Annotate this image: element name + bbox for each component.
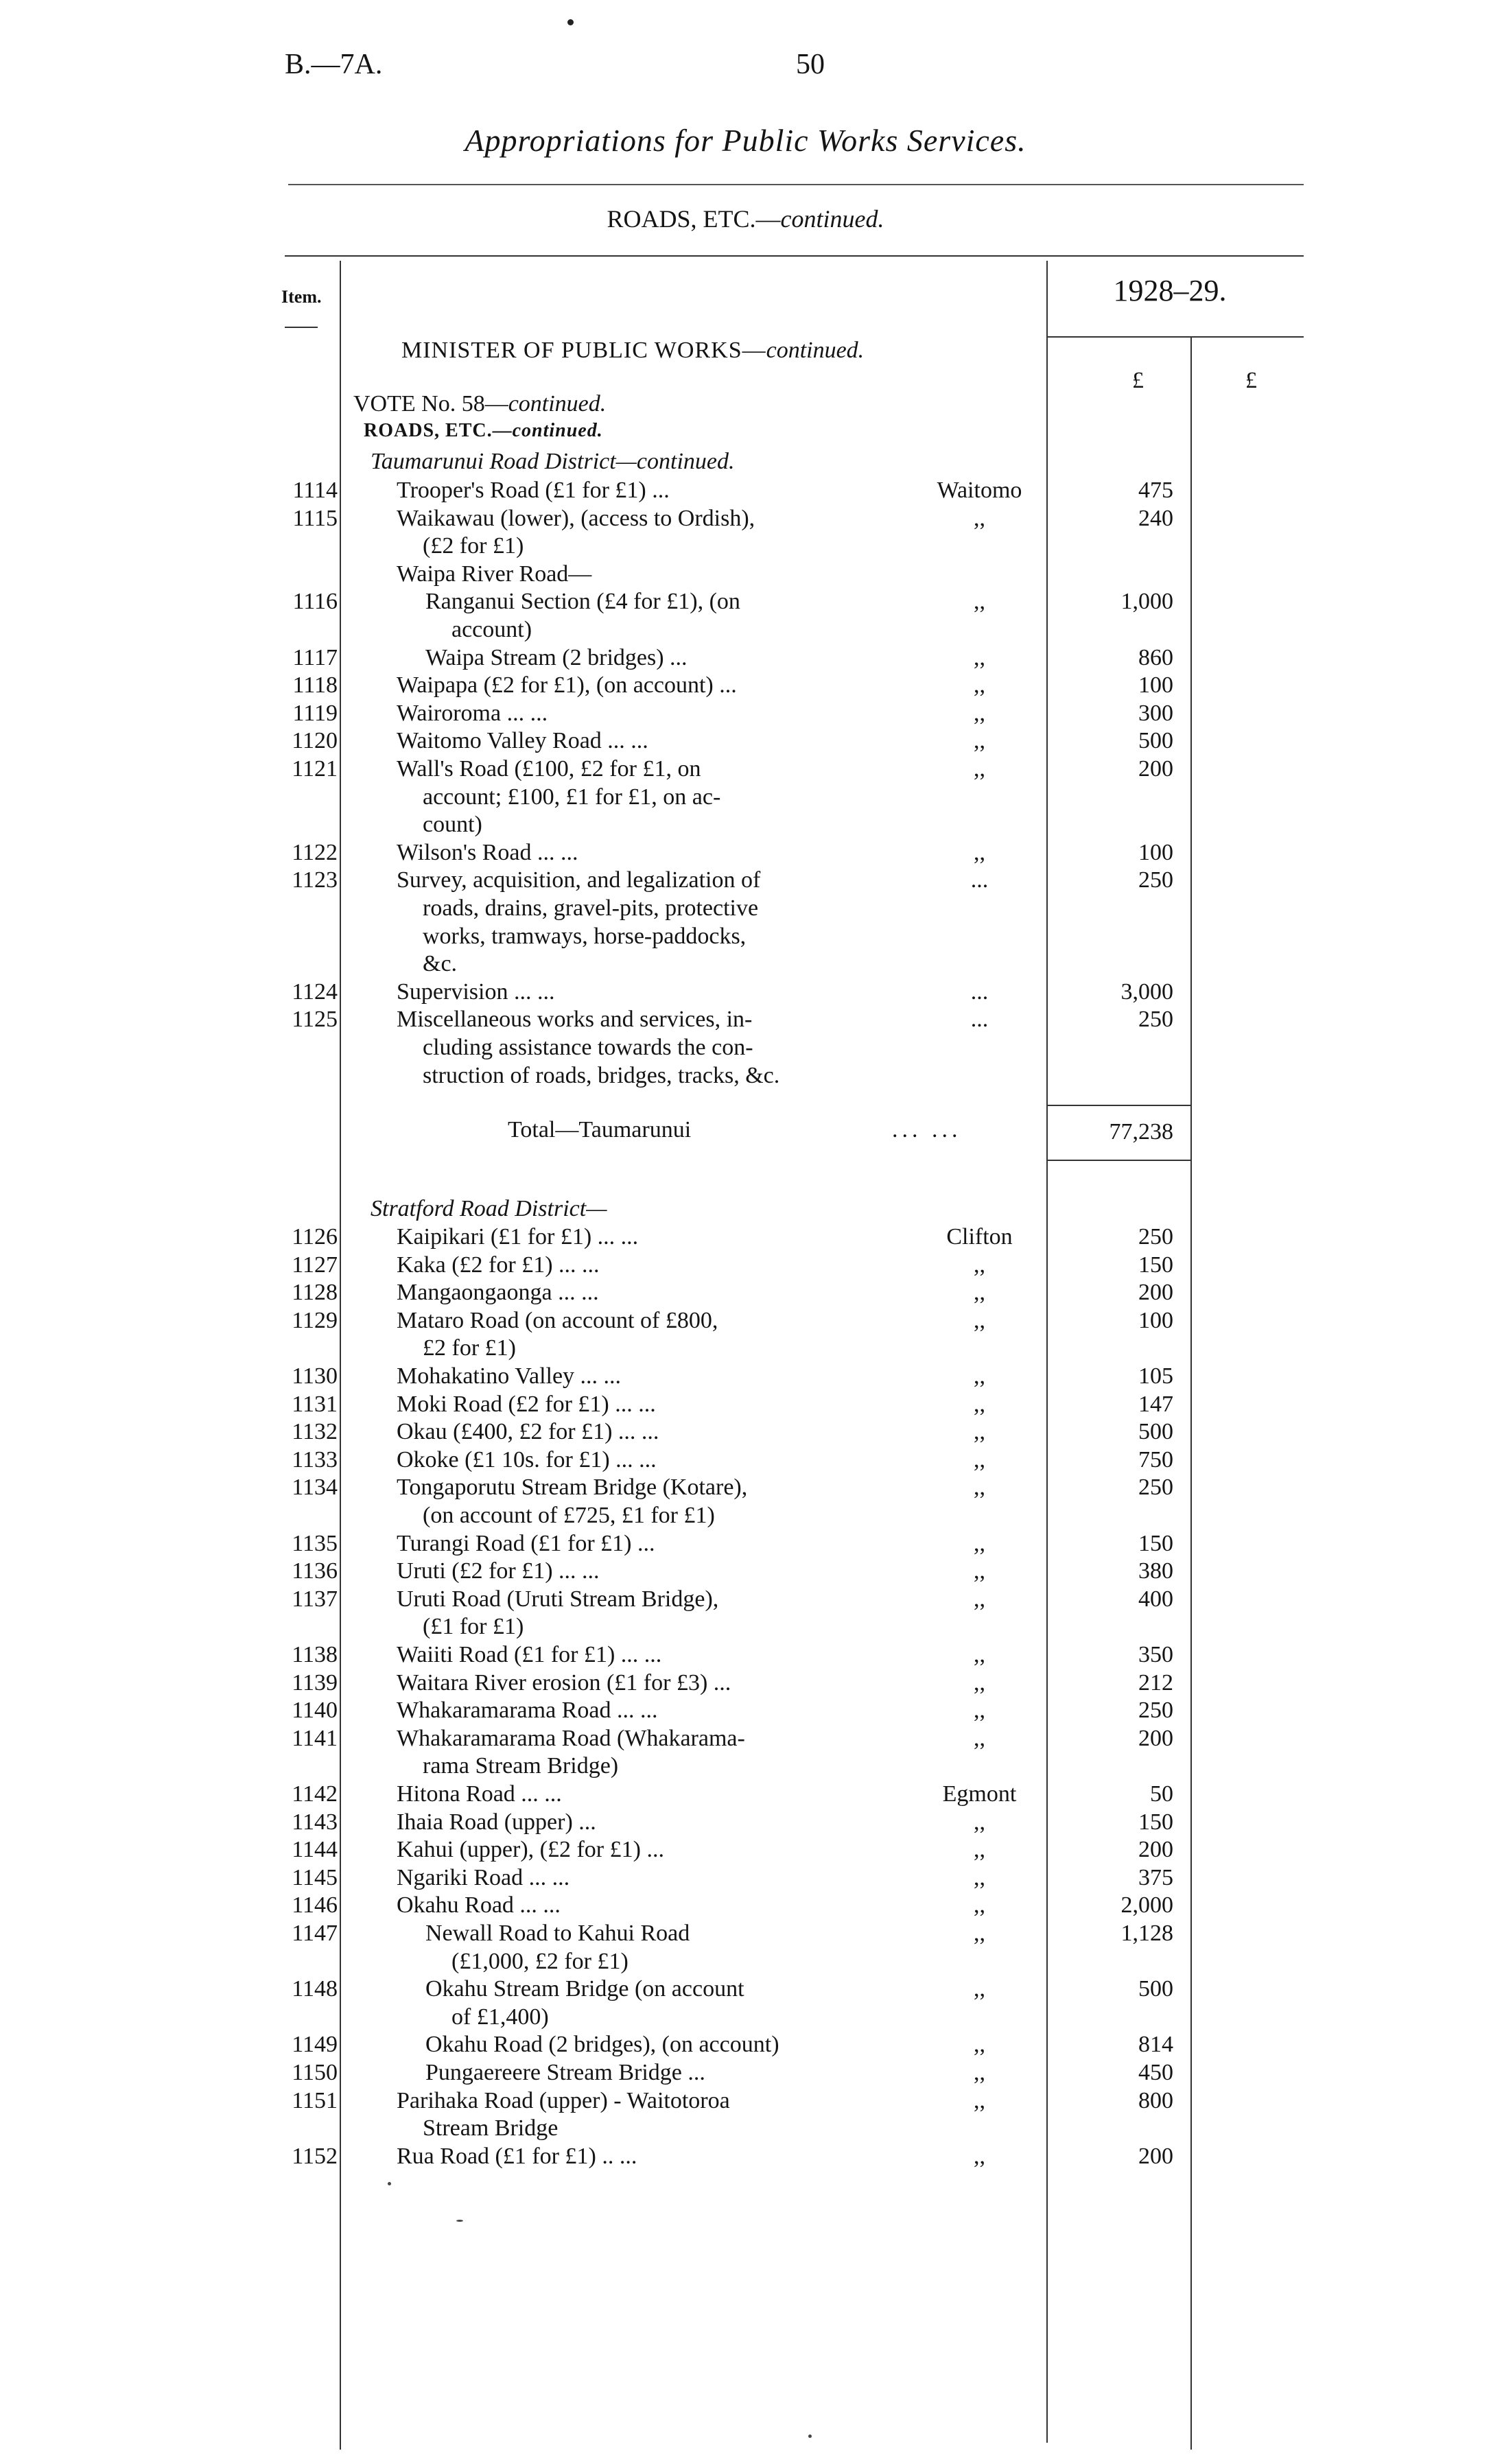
amount: 100 bbox=[1138, 839, 1173, 865]
item-number: 1121 bbox=[292, 756, 338, 782]
item-number: 1128 bbox=[292, 1280, 338, 1306]
item-description: account; £100, £1 for £1, on ac- bbox=[423, 784, 721, 810]
amount: 475 bbox=[1138, 478, 1173, 503]
item-description: Moki Road (£2 for £1) ... ... bbox=[397, 1391, 656, 1417]
item-description: Stream Bridge bbox=[423, 2115, 559, 2142]
amount: 400 bbox=[1138, 1586, 1173, 1612]
amount: 240 bbox=[1138, 505, 1173, 531]
roads-subheading: ROADS, ETC.—continued. bbox=[364, 420, 603, 441]
item-number: 1134 bbox=[292, 1475, 338, 1501]
item-number: 1139 bbox=[292, 1669, 338, 1696]
electoral-district: ,, bbox=[974, 505, 985, 531]
item-description: Wairoroma ... ... bbox=[397, 700, 548, 726]
amount: 100 bbox=[1138, 1307, 1173, 1333]
item-number: 1135 bbox=[292, 1530, 338, 1556]
electoral-district: ,, bbox=[974, 2032, 985, 2058]
item-description: £2 for £1) bbox=[423, 1335, 516, 1361]
amount: 500 bbox=[1138, 1419, 1173, 1445]
item-description: Waiiti Road (£1 for £1) ... ... bbox=[397, 1642, 662, 1667]
electoral-district: ,, bbox=[974, 1892, 985, 1919]
item-number: 1131 bbox=[292, 1391, 338, 1417]
electoral-district: ,, bbox=[974, 700, 985, 726]
item-number: 1138 bbox=[292, 1642, 338, 1667]
item-number: 1152 bbox=[292, 2143, 338, 2169]
item-number: 1148 bbox=[292, 1976, 338, 2002]
table-top-rule bbox=[285, 255, 1304, 257]
district-heading-taumarunui: Taumarunui Road District—continued. bbox=[371, 449, 735, 474]
electoral-district: ,, bbox=[974, 1809, 985, 1835]
item-description: struction of roads, bridges, tracks, &c. bbox=[423, 1062, 780, 1088]
item-number: 1143 bbox=[292, 1809, 338, 1835]
electoral-district: ,, bbox=[974, 2143, 985, 2169]
electoral-district: ,, bbox=[974, 589, 985, 615]
item-number: 1118 bbox=[292, 672, 338, 699]
amount: 200 bbox=[1138, 1725, 1173, 1751]
amount: 3,000 bbox=[1120, 978, 1173, 1005]
item-number: 1141 bbox=[292, 1725, 338, 1751]
item-description: rama Stream Bridge) bbox=[423, 1753, 619, 1779]
electoral-district: ,, bbox=[974, 728, 985, 754]
item-description: Waipa River Road— bbox=[397, 561, 592, 587]
item-description: count) bbox=[423, 812, 482, 838]
amount: 375 bbox=[1138, 1864, 1173, 1890]
amount: 250 bbox=[1138, 1224, 1173, 1249]
electoral-district: ,, bbox=[974, 756, 985, 782]
electoral-district: ,, bbox=[974, 1698, 985, 1724]
item-number: 1126 bbox=[292, 1224, 338, 1249]
amount: 200 bbox=[1138, 2143, 1173, 2169]
electoral-district: ... bbox=[970, 978, 989, 1005]
item-number: 1130 bbox=[292, 1363, 338, 1389]
item-number: 1114 bbox=[292, 478, 338, 503]
electoral-district: ,, bbox=[974, 1669, 985, 1696]
scan-mark bbox=[456, 2220, 463, 2222]
item-description: cluding assistance towards the con- bbox=[423, 1035, 753, 1060]
item-description: Supervision ... ... bbox=[397, 978, 555, 1005]
item-description: Okahu Road (2 bridges), (on account) bbox=[425, 2032, 779, 2058]
item-description: Trooper's Road (£1 for £1) ... bbox=[397, 478, 670, 503]
electoral-district: ,, bbox=[974, 1391, 985, 1417]
item-description: Ngariki Road ... ... bbox=[397, 1864, 570, 1890]
amount: 2,000 bbox=[1120, 1892, 1173, 1919]
item-description: Waipa Stream (2 bridges) ... bbox=[425, 644, 688, 670]
amount: 750 bbox=[1138, 1446, 1173, 1472]
item-description: Hitona Road ... ... bbox=[397, 1781, 562, 1807]
amount: 450 bbox=[1138, 2060, 1173, 2085]
electoral-district: ,, bbox=[974, 1363, 985, 1389]
amount: 1,128 bbox=[1120, 1921, 1173, 1946]
item-description: of £1,400) bbox=[451, 2004, 549, 2030]
amount: 147 bbox=[1138, 1391, 1173, 1417]
total-rule-bottom bbox=[1046, 1160, 1190, 1161]
amount: 860 bbox=[1138, 644, 1173, 670]
electoral-district: ,, bbox=[974, 1586, 985, 1612]
item-number: 1132 bbox=[292, 1419, 338, 1445]
amount: 100 bbox=[1138, 672, 1173, 699]
section-subtitle: ROADS, ETC.—continued. bbox=[607, 205, 884, 233]
scan-mark bbox=[808, 2434, 812, 2438]
item-description: Parihaka Road (upper) - Waitotoroa bbox=[397, 2087, 730, 2113]
amount: 150 bbox=[1138, 1252, 1173, 1278]
item-description: roads, drains, gravel-pits, protective bbox=[423, 895, 759, 921]
electoral-district: ,, bbox=[974, 1642, 985, 1667]
item-number: 1119 bbox=[292, 700, 338, 726]
item-description: Whakaramarama Road (Whakarama- bbox=[397, 1725, 745, 1751]
district-heading-stratford: Stratford Road District— bbox=[371, 1196, 607, 1221]
item-description: Miscellaneous works and services, in- bbox=[397, 1007, 753, 1033]
amount: 300 bbox=[1138, 700, 1173, 726]
item-number: 1150 bbox=[292, 2060, 338, 2085]
item-header-underline bbox=[285, 327, 318, 328]
item-number: 1136 bbox=[292, 1558, 338, 1584]
item-number: 1122 bbox=[292, 839, 338, 865]
pound-header-1: £ bbox=[1132, 368, 1144, 393]
item-description: Waipapa (£2 for £1), (on account) ... bbox=[397, 672, 737, 699]
item-description: Newall Road to Kahui Road bbox=[425, 1921, 690, 1946]
item-number: 1129 bbox=[292, 1307, 338, 1333]
item-description: Mohakatino Valley ... ... bbox=[397, 1363, 622, 1389]
electoral-district: ,, bbox=[974, 644, 985, 670]
header-dot bbox=[567, 19, 574, 25]
item-number: 1133 bbox=[292, 1446, 338, 1472]
electoral-district: ,, bbox=[974, 1252, 985, 1278]
amount: 380 bbox=[1138, 1558, 1173, 1584]
electoral-district: ,, bbox=[974, 1864, 985, 1890]
item-description: Kaka (£2 for £1) ... ... bbox=[397, 1252, 600, 1278]
item-description: Survey, acquisition, and legalization of bbox=[397, 867, 761, 893]
item-description: Uruti Road (Uruti Stream Bridge), bbox=[397, 1586, 719, 1612]
item-description: Wall's Road (£100, £2 for £1, on bbox=[397, 756, 701, 782]
electoral-district: ,, bbox=[974, 1475, 985, 1501]
ministry-heading: MINISTER OF PUBLIC WORKS—continued. bbox=[401, 338, 865, 363]
item-number: 1140 bbox=[292, 1698, 338, 1724]
electoral-district: ... bbox=[970, 1007, 989, 1033]
amount: 200 bbox=[1138, 1280, 1173, 1306]
electoral-district: ,, bbox=[974, 1307, 985, 1333]
item-number: 1117 bbox=[292, 644, 338, 670]
amount: 500 bbox=[1138, 1976, 1173, 2002]
electoral-district: ,, bbox=[974, 2060, 985, 2085]
page-title: Appropriations for Public Works Services. bbox=[465, 123, 1026, 158]
year-header-rule bbox=[1046, 336, 1304, 338]
item-description: Okahu Road ... ... bbox=[397, 1892, 561, 1919]
item-description: Pungaereere Stream Bridge ... bbox=[425, 2060, 705, 2085]
item-number: 1115 bbox=[292, 505, 338, 531]
amount: 800 bbox=[1138, 2087, 1173, 2113]
item-description: Waikawau (lower), (access to Ordish), bbox=[397, 505, 755, 531]
electoral-district: ,, bbox=[974, 2087, 985, 2113]
total-label: Total—Taumarunui bbox=[508, 1117, 692, 1142]
electoral-district: ,, bbox=[974, 1558, 985, 1584]
electoral-district: ... bbox=[970, 867, 989, 893]
amount: 212 bbox=[1138, 1669, 1173, 1696]
total-rule-top bbox=[1046, 1105, 1190, 1106]
electoral-district: ,, bbox=[974, 1837, 985, 1863]
amount: 50 bbox=[1150, 1781, 1173, 1807]
item-number: 1124 bbox=[292, 978, 338, 1005]
amount-column-left-divider bbox=[1046, 261, 1048, 2443]
title-rule bbox=[288, 184, 1304, 185]
item-description: Uruti (£2 for £1) ... ... bbox=[397, 1558, 600, 1584]
item-number: 1151 bbox=[292, 2087, 338, 2113]
electoral-district: ,, bbox=[974, 1976, 985, 2002]
amount: 1,000 bbox=[1120, 589, 1173, 615]
electoral-district: ,, bbox=[974, 1921, 985, 1946]
amount: 150 bbox=[1138, 1809, 1173, 1835]
amount: 250 bbox=[1138, 1007, 1173, 1033]
item-number: 1123 bbox=[292, 867, 338, 893]
item-description: &c. bbox=[423, 951, 458, 977]
item-description: Okau (£400, £2 for £1) ... ... bbox=[397, 1419, 659, 1445]
item-column-header: Item. bbox=[281, 287, 322, 307]
electoral-district: ,, bbox=[974, 1419, 985, 1445]
item-description: Wilson's Road ... ... bbox=[397, 839, 578, 865]
item-number: 1125 bbox=[292, 1007, 338, 1033]
scan-mark bbox=[388, 2182, 391, 2185]
item-description: Tongaporutu Stream Bridge (Kotare), bbox=[397, 1475, 748, 1501]
item-description: (£1,000, £2 for £1) bbox=[451, 1948, 629, 1974]
document-reference: B.—7A. bbox=[285, 49, 383, 80]
amount: 814 bbox=[1138, 2032, 1173, 2058]
item-number: 1142 bbox=[292, 1781, 338, 1807]
item-description: Kahui (upper), (£2 for £1) ... bbox=[397, 1837, 664, 1863]
total-amount: 77,238 bbox=[1109, 1119, 1173, 1145]
item-description: account) bbox=[451, 617, 532, 642]
page-number: 50 bbox=[796, 49, 825, 80]
electoral-district: ,, bbox=[974, 1530, 985, 1556]
electoral-district: ,, bbox=[974, 1280, 985, 1306]
item-column-divider bbox=[340, 261, 341, 2450]
item-number: 1116 bbox=[292, 589, 338, 615]
item-description: works, tramways, horse-paddocks, bbox=[423, 923, 747, 949]
item-description: Okahu Stream Bridge (on account bbox=[425, 1976, 744, 2002]
electoral-district: ,, bbox=[974, 672, 985, 699]
amount: 500 bbox=[1138, 728, 1173, 754]
item-description: (£1 for £1) bbox=[423, 1614, 524, 1640]
amount: 350 bbox=[1138, 1642, 1173, 1667]
pound-header-2: £ bbox=[1245, 368, 1257, 393]
item-number: 1127 bbox=[292, 1252, 338, 1278]
item-description: Mangaongaonga ... ... bbox=[397, 1280, 599, 1306]
amount: 200 bbox=[1138, 1837, 1173, 1863]
amount: 150 bbox=[1138, 1530, 1173, 1556]
item-number: 1144 bbox=[292, 1837, 338, 1863]
amount: 105 bbox=[1138, 1363, 1173, 1389]
year-column-header: 1928–29. bbox=[1113, 274, 1227, 307]
item-description: Waitomo Valley Road ... ... bbox=[397, 728, 648, 754]
amount: 200 bbox=[1138, 756, 1173, 782]
item-description: (on account of £725, £1 for £1) bbox=[423, 1503, 715, 1528]
item-number: 1145 bbox=[292, 1864, 338, 1890]
item-number: 1120 bbox=[292, 728, 338, 754]
electoral-district: ,, bbox=[974, 1725, 985, 1751]
amount-column-mid-divider bbox=[1190, 336, 1192, 2450]
item-number: 1147 bbox=[292, 1921, 338, 1946]
electoral-district: Clifton bbox=[946, 1224, 1013, 1249]
total-leader-dots: ... ... bbox=[892, 1117, 962, 1142]
item-description: Turangi Road (£1 for £1) ... bbox=[397, 1530, 655, 1556]
amount: 250 bbox=[1138, 1698, 1173, 1724]
item-number: 1146 bbox=[292, 1892, 338, 1919]
amount: 250 bbox=[1138, 1475, 1173, 1501]
item-description: (£2 for £1) bbox=[423, 533, 524, 559]
item-description: Ranganui Section (£4 for £1), (on bbox=[425, 589, 740, 615]
item-description: Okoke (£1 10s. for £1) ... ... bbox=[397, 1446, 657, 1472]
electoral-district: ,, bbox=[974, 839, 985, 865]
electoral-district: Egmont bbox=[942, 1781, 1017, 1807]
item-description: Mataro Road (on account of £800, bbox=[397, 1307, 718, 1333]
electoral-district: Waitomo bbox=[937, 478, 1022, 503]
item-description: Kaipikari (£1 for £1) ... ... bbox=[397, 1224, 639, 1249]
electoral-district: ,, bbox=[974, 1446, 985, 1472]
item-number: 1137 bbox=[292, 1586, 338, 1612]
amount: 250 bbox=[1138, 867, 1173, 893]
item-description: Waitara River erosion (£1 for £3) ... bbox=[397, 1669, 731, 1696]
item-number: 1149 bbox=[292, 2032, 338, 2058]
item-description: Rua Road (£1 for £1) .. ... bbox=[397, 2143, 637, 2169]
item-description: Whakaramarama Road ... ... bbox=[397, 1698, 658, 1724]
vote-heading: VOTE No. 58—continued. bbox=[353, 391, 607, 416]
item-description: Ihaia Road (upper) ... bbox=[397, 1809, 596, 1835]
